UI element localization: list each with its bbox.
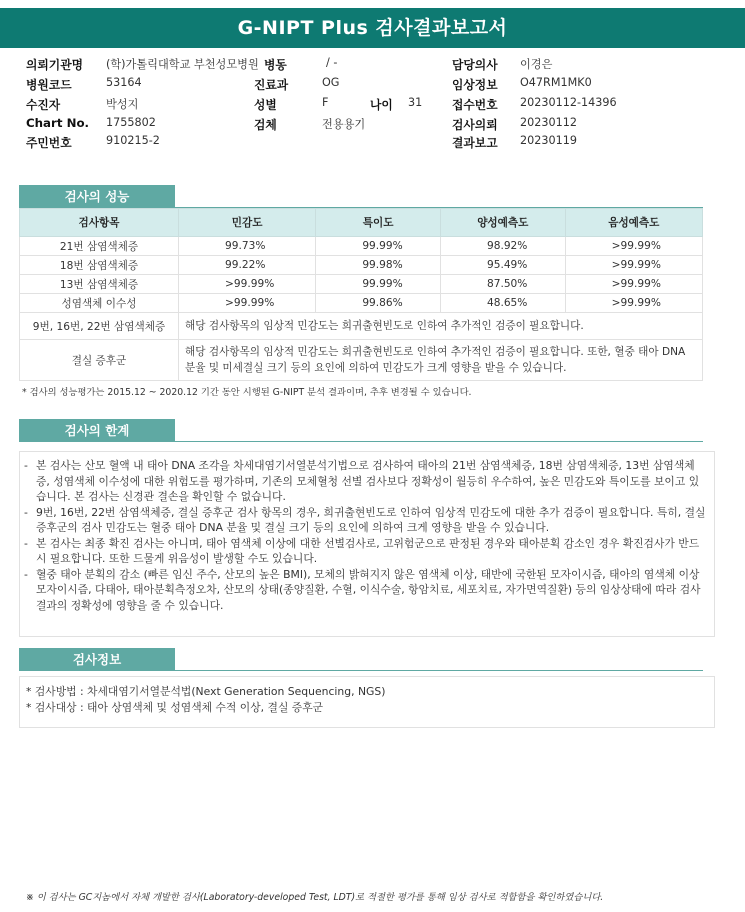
column-header: 민감도 — [179, 209, 316, 237]
age-value: 31 — [408, 96, 423, 109]
limitations-box — [19, 451, 715, 637]
hospital-code-value: 53164 — [106, 76, 142, 89]
column-header: 음성예측도 — [565, 209, 702, 237]
table-cell: >99.99% — [565, 275, 702, 294]
clinical-info-value: O47RM1MK0 — [520, 76, 592, 89]
hospital-code-label: 병원코드 — [26, 78, 72, 92]
limitation-text: 혈중 태아 분획의 감소 (빠른 임신 주수, 산모의 높은 BMI), 모체의 밝혀지지 않은 염색체 이상, 태반에 국한된 모자이시즘, 태아의 염색체 이상 모자이시즘, 다태아, 태아분획측정오차, 산모의 상태(종양질환, 수혈, 이식수술, 항암치료, 세포치료, 자가면역질환) 등의 임상상태에 따라 검사결과의 정확성에 영향을 줄 수 있습니다. — [36, 567, 701, 612]
ward-label: 병동 — [264, 58, 287, 72]
table-cell: >99.99% — [565, 237, 702, 256]
list-item: - 본 검사는 산모 혈액 내 태아 DNA 조각을 차세대염기서열분석기법으로 검사하여 태아의 21번 삼염색체증, 18번 삼염색체증, 13번 삼염색체증, 성염색체 이수성에 대한 위험도를 평가하며, 기존의 모체혈청 선별 검사보다 정확성이 월등히 우수하여, 높은 민감도와 특이도를 보이고 있습니다. 본 검사는 신경관 결손을 확인할 수 없습니다. — [24, 459, 700, 503]
doctor-label: 담당의사 — [452, 58, 498, 72]
specimen-value: 전용용기 — [322, 118, 366, 131]
performance-footnote: * 검사의 성능평가는 2015.12 ~ 2020.12 기간 동안 시행된 G-NIPT 분석 결과이며, 추후 변경될 수 있습니다. — [22, 387, 472, 398]
test-method: * 검사방법 : 차세대염기서열분석법(Next Generation Sequencing, NGS) — [26, 685, 386, 698]
column-header: 특이도 — [316, 209, 441, 237]
limitation-text: 본 검사는 최종 확진 검사는 아니며, 태아 염색체 이상에 대한 선별검사로, 고위험군으로 판정된 경우와 태아분획 감소인 경우 확진검사가 반드시 필요합니다. 또한 드물게 위음성이 발생할 수도 있습니다. — [36, 536, 700, 565]
performance-table — [19, 208, 703, 381]
table-row — [20, 237, 703, 256]
table-row — [20, 340, 703, 381]
recipient-value: 박성지 — [106, 98, 139, 111]
test-info-section-title: 검사정보 — [19, 648, 175, 671]
table-cell: 성염색체 이수성 — [20, 294, 179, 313]
table-cell: 21번 삼염색체증 — [20, 237, 179, 256]
report-title: G-NIPT Plus 검사결과보고서 — [0, 8, 745, 48]
receipt-label: 접수번호 — [452, 98, 498, 112]
table-cell: 87.50% — [440, 275, 565, 294]
limitations-divider — [19, 441, 703, 442]
column-header: 양성예측도 — [440, 209, 565, 237]
chart-value: 1755802 — [106, 116, 156, 129]
limitation-text: 9번, 16번, 22번 삼염색체증, 결실 증후군 검사 항목의 경우, 희귀출현빈도로 인하여 임상적 민감도에 대한 추가 검증이 필요합니다. 특히, 결실 증후군의 검사 민감도는 혈중 태아 DNA 분율 및 결실 크기 등의 요인에 의하여 크게 영향을 받을 수 있습니다. — [36, 505, 706, 534]
table-cell: 99.22% — [179, 256, 316, 275]
ward-value: / - — [326, 56, 338, 69]
limitations-section-title: 검사의 한계 — [19, 419, 175, 442]
list-item: - 본 검사는 최종 확진 검사는 아니며, 태아 염색체 이상에 대한 선별검사로, 고위험군으로 판정된 경우와 태아분획 감소인 경우 확진검사가 반드시 필요합니다. 또한 드물게 위음성이 발생할 수도 있습니다. — [24, 536, 700, 565]
ldt-disclaimer: ※ 이 검사는 GC지놈에서 자체 개발한 검사(Laboratory-developed Test, LDT)로 적절한 평가를 통해 임상 검사로 적합함을 확인하였습니다. — [26, 892, 604, 903]
table-cell: 99.73% — [179, 237, 316, 256]
request-label: 검사의뢰 — [452, 118, 498, 132]
recipient-label: 수진자 — [26, 98, 61, 112]
resident-value: 910215-2 — [106, 134, 160, 147]
receipt-value: 20230112-14396 — [520, 96, 617, 109]
institution-label: 의뢰기관명 — [26, 58, 83, 72]
chart-label: Chart No. — [26, 116, 90, 130]
sex-value: F — [322, 96, 329, 109]
table-cell: >99.99% — [565, 294, 702, 313]
sex-label: 성별 — [254, 98, 277, 112]
resident-label: 주민번호 — [26, 136, 72, 150]
report-date-value: 20230119 — [520, 134, 577, 147]
table-note-cell: 해당 검사항목의 임상적 민감도는 희귀출현빈도로 인하여 추가적인 검증이 필요합니다. 또한, 혈중 태아 DNA 분율 및 미세결실 크기 등의 요인에 의하여 민감도가 크게 영향을 받을 수 있습니다. — [179, 340, 703, 381]
table-cell: 13번 삼염색체증 — [20, 275, 179, 294]
table-cell: 9번, 16번, 22번 삼염색체증 — [20, 313, 179, 340]
request-value: 20230112 — [520, 116, 577, 129]
table-header-row — [20, 209, 703, 237]
column-header: 검사항목 — [20, 209, 179, 237]
report-date-label: 결과보고 — [452, 136, 498, 150]
table-note-cell: 해당 검사항목의 임상적 민감도는 희귀출현빈도로 인하여 추가적인 검증이 필요합니다. — [179, 313, 703, 340]
table-row — [20, 313, 703, 340]
table-cell: >99.99% — [565, 256, 702, 275]
table-row — [20, 256, 703, 275]
test-info-box — [19, 676, 715, 728]
table-cell: 95.49% — [440, 256, 565, 275]
doctor-value: 이경은 — [520, 58, 553, 71]
table-cell: 결실 증후군 — [20, 340, 179, 381]
table-cell: 99.99% — [316, 275, 441, 294]
institution-value: (학)가톨릭대학교 부천성모병원 — [106, 58, 259, 71]
list-item: - 혈중 태아 분획의 감소 (빠른 임신 주수, 산모의 높은 BMI), 모체의 밝혀지지 않은 염색체 이상, 태반에 국한된 모자이시즘, 태아의 염색체 이상 모자이시즘, 다태아, 태아분획측정오차, 산모의 상태(종양질환, 수혈, 이식수술, 항암치료, 세포치료, 자가면역질환) 등의 임상상태에 따라 검사결과의 정확성에 영향을 줄 수 있습니다. — [24, 567, 701, 612]
specimen-label: 검체 — [254, 118, 277, 132]
test-info-divider — [19, 670, 703, 671]
table-cell: 99.98% — [316, 256, 441, 275]
table-cell: 99.86% — [316, 294, 441, 313]
performance-section-title: 검사의 성능 — [19, 185, 175, 208]
test-target: * 검사대상 : 태아 상염색체 및 성염색체 수적 이상, 결실 증후군 — [26, 700, 324, 714]
table-cell: >99.99% — [179, 275, 316, 294]
department-value: OG — [322, 76, 340, 89]
table-cell: 98.92% — [440, 237, 565, 256]
table-cell: 18번 삼염색체증 — [20, 256, 179, 275]
table-cell: 48.65% — [440, 294, 565, 313]
table-row — [20, 275, 703, 294]
table-cell: 99.99% — [316, 237, 441, 256]
table-row — [20, 294, 703, 313]
clinical-info-label: 임상정보 — [452, 78, 498, 92]
list-item: - 9번, 16번, 22번 삼염색체증, 결실 증후군 검사 항목의 경우, 희귀출현빈도로 인하여 임상적 민감도에 대한 추가 검증이 필요합니다. 특히, 결실 증후군의 검사 민감도는 혈중 태아 DNA 분율 및 결실 크기 등의 요인에 의하여 크게 영향을 받을 수 있습니다. — [24, 505, 706, 534]
department-label: 진료과 — [254, 78, 289, 92]
limitation-text: 본 검사는 산모 혈액 내 태아 DNA 조각을 차세대염기서열분석기법으로 검사하여 태아의 21번 삼염색체증, 18번 삼염색체증, 13번 삼염색체증, 성염색체 이수성에 대한 위험도를 평가하며, 기존의 모체혈청 선별 검사보다 정확성이 월등히 우수하여, 높은 민감도와 특이도를 보이고 있습니다. 본 검사는 신경관 결손을 확인할 수 없습니다. — [36, 459, 700, 503]
table-cell: >99.99% — [179, 294, 316, 313]
age-label: 나이 — [370, 98, 393, 112]
